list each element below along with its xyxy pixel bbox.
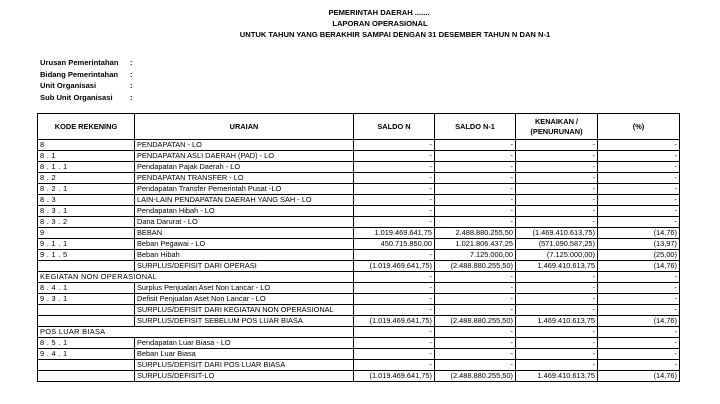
table-row <box>38 316 680 327</box>
cell-saldo-n1: - <box>435 173 516 184</box>
cell-saldo-n: - <box>354 151 435 162</box>
cell-percent: - <box>598 206 680 217</box>
table-row <box>38 305 680 316</box>
cell-saldo-n1: (2.488.880.255,50) <box>435 261 516 272</box>
column-header-saldo-n: SALDO N <box>354 114 435 140</box>
cell-uraian: PENDAPATAN - LO <box>135 140 354 151</box>
table-row <box>38 349 680 360</box>
table-row <box>38 239 680 250</box>
cell-uraian: Beban Luar Biasa <box>135 349 354 360</box>
operational-report-table <box>37 113 680 382</box>
cell-kenaikan: - <box>516 195 598 206</box>
cell-kode: 8 <box>38 140 135 151</box>
cell-saldo-n: - <box>354 349 435 360</box>
cell-percent: - <box>598 140 680 151</box>
meta-subunit <box>40 92 140 104</box>
meta-colon: : <box>130 69 133 79</box>
cell-uraian: Pendapatan Pajak Daerah - LO <box>135 162 354 173</box>
cell-saldo-n: (1.019.469.641,75) <box>354 371 435 382</box>
cell-uraian: Dana Darurat - LO <box>135 217 354 228</box>
cell-saldo-n1: - <box>435 217 516 228</box>
cell-uraian: SURPLUS/DEFISIT DARI POS LUAR BIASA <box>135 360 354 371</box>
table-row <box>38 195 680 206</box>
cell-uraian: SURPLUS/DEFISIT DARI OPERASI <box>135 261 354 272</box>
cell-saldo-n1: - <box>435 206 516 217</box>
cell-saldo-n1: - <box>435 162 516 173</box>
report-title: LAPORAN OPERASIONAL <box>332 19 428 28</box>
cell-saldo-n1: 7.125.000,00 <box>435 250 516 261</box>
cell-percent: (14,76) <box>598 371 680 382</box>
cell-uraian: Beban Pegawai - LO <box>135 239 354 250</box>
cell-percent: - <box>598 217 680 228</box>
cell-percent: - <box>598 162 680 173</box>
cell-uraian: PENDAPATAN TRANSFER - LO <box>135 173 354 184</box>
cell-kenaikan: - <box>516 140 598 151</box>
cell-percent: (14,76) <box>598 261 680 272</box>
table-row <box>38 173 680 184</box>
cell-percent: - <box>598 184 680 195</box>
report-header <box>0 7 720 40</box>
cell-uraian: Pendapatan Hibah - LO <box>135 206 354 217</box>
table-row <box>38 217 680 228</box>
cell-saldo-n: - <box>354 217 435 228</box>
meta-colon: : <box>130 92 133 102</box>
cell-saldo-n1: 1.021.806.437,25 <box>435 239 516 250</box>
cell-saldo-n1: (2.488.880.255,50) <box>435 371 516 382</box>
cell-kenaikan: - <box>516 338 598 349</box>
cell-percent: - <box>598 294 680 305</box>
cell-kode: 9 . 4 . 1 <box>38 349 135 360</box>
cell-saldo-n: - <box>354 327 435 338</box>
cell-kode: 9 <box>38 228 135 239</box>
cell-kenaikan: 1.469.410.613,75 <box>516 371 598 382</box>
cell-kode: 9 . 3 . 1 <box>38 294 135 305</box>
meta-colon: : <box>130 58 133 67</box>
column-header-kenaikan-label: KENAIKAN / (PENURUNAN) <box>530 116 583 136</box>
cell-kode: 8 . 5 . 1 <box>38 338 135 349</box>
section-row <box>38 327 680 338</box>
table-row <box>38 261 680 272</box>
cell-percent: - <box>598 305 680 316</box>
cell-kode: 8 . 2 . 1 <box>38 184 135 195</box>
cell-saldo-n: - <box>354 206 435 217</box>
cell-kenaikan: - <box>516 162 598 173</box>
cell-kode <box>38 316 135 327</box>
table-row <box>38 206 680 217</box>
cell-kenaikan: 1.469.410.613,75 <box>516 261 598 272</box>
meta-label: Urusan Pemerintahan <box>40 58 119 67</box>
cell-saldo-n1: - <box>435 272 516 283</box>
cell-kenaikan: - <box>516 217 598 228</box>
cell-kenaikan: 1.469.410.613,75 <box>516 316 598 327</box>
cell-kenaikan: - <box>516 294 598 305</box>
cell-uraian: SURPLUS/DEFISIT DARI KEGIATAN NON OPERASIONAL <box>135 305 354 316</box>
table-row <box>38 228 680 239</box>
cell-kode: 8 . 1 <box>38 151 135 162</box>
cell-saldo-n: - <box>354 338 435 349</box>
cell-uraian: Defisit Penjualan Aset Non Lancar - LO <box>135 294 354 305</box>
table-row <box>38 360 680 371</box>
cell-kode <box>38 360 135 371</box>
cell-percent: - <box>598 195 680 206</box>
cell-uraian: PENDAPATAN ASLI DAERAH (PAD) - LO <box>135 151 354 162</box>
cell-saldo-n1: - <box>435 338 516 349</box>
cell-kode: 8 . 2 <box>38 173 135 184</box>
cell-kenaikan: (7.125.000,00) <box>516 250 598 261</box>
meta-unit <box>40 80 140 92</box>
cell-uraian: Pendapatan Transfer Pemerintah Pusat -LO <box>135 184 354 195</box>
meta-urusan <box>40 57 140 69</box>
section-row <box>38 272 680 283</box>
meta-label: Sub Unit Organisasi <box>40 92 113 102</box>
cell-kenaikan: - <box>516 305 598 316</box>
table-header-row <box>38 114 680 140</box>
cell-uraian: SURPLUS/DEFISIT-LO <box>135 371 354 382</box>
government-name: PEMERINTAH DAERAH ....... <box>328 8 430 17</box>
cell-saldo-n: - <box>354 195 435 206</box>
cell-kenaikan: - <box>516 272 598 283</box>
table-row <box>38 283 680 294</box>
cell-saldo-n1: - <box>435 360 516 371</box>
cell-kenaikan: - <box>516 173 598 184</box>
cell-percent: - <box>598 283 680 294</box>
column-header-kode: KODE REKENING <box>38 114 135 140</box>
cell-saldo-n: - <box>354 294 435 305</box>
cell-saldo-n: - <box>354 162 435 173</box>
cell-saldo-n: (1.019.469.641,75) <box>354 316 435 327</box>
cell-kode: 9 . 1 . 5 <box>38 250 135 261</box>
cell-saldo-n1: - <box>435 349 516 360</box>
meta-label: Unit Organisasi <box>40 81 97 90</box>
cell-uraian: Surplus Penjualan Aset Non Lancar - LO <box>135 283 354 294</box>
cell-saldo-n: - <box>354 360 435 371</box>
table-body <box>38 140 680 382</box>
cell-saldo-n: - <box>354 140 435 151</box>
table-row <box>38 338 680 349</box>
cell-saldo-n1: - <box>435 327 516 338</box>
cell-saldo-n: - <box>354 173 435 184</box>
cell-kenaikan: (571.090.587,25) <box>516 239 598 250</box>
cell-kode <box>38 305 135 316</box>
column-header-saldo-n1: SALDO N-1 <box>435 114 516 140</box>
table-row <box>38 151 680 162</box>
cell-saldo-n1: - <box>435 195 516 206</box>
cell-saldo-n: - <box>354 184 435 195</box>
cell-kenaikan: (1.469.410.613,75) <box>516 228 598 239</box>
cell-kode: 8 . 4 . 1 <box>38 283 135 294</box>
cell-uraian: SURPLUS/DEFISIT SEBELUM POS LUAR BIASA <box>135 316 354 327</box>
table-row <box>38 140 680 151</box>
meta-bidang <box>40 69 140 81</box>
meta-colon: : <box>130 81 133 90</box>
cell-kode <box>38 261 135 272</box>
cell-kode: 8 . 3 . 1 <box>38 206 135 217</box>
cell-kenaikan: - <box>516 283 598 294</box>
cell-kode: 8 . 1 . 1 <box>38 162 135 173</box>
cell-percent: - <box>598 272 680 283</box>
cell-kenaikan: - <box>516 327 598 338</box>
cell-saldo-n: - <box>354 283 435 294</box>
cell-percent: (13,97) <box>598 239 680 250</box>
table-row <box>38 250 680 261</box>
table-row <box>38 162 680 173</box>
cell-percent: - <box>598 327 680 338</box>
organization-info <box>40 57 140 103</box>
meta-label: Bidang Pemerintahan <box>40 69 119 79</box>
table-row <box>38 371 680 382</box>
cell-kenaikan: - <box>516 206 598 217</box>
cell-percent: (14,76) <box>598 228 680 239</box>
cell-kenaikan: - <box>516 151 598 162</box>
cell-kenaikan: - <box>516 184 598 195</box>
column-header-percent: (%) <box>598 114 680 140</box>
cell-saldo-n1: 2.488.880.255,50 <box>435 228 516 239</box>
column-header-kenaikan <box>516 114 598 140</box>
cell-kode <box>38 371 135 382</box>
cell-saldo-n: 1.019.469.641,75 <box>354 228 435 239</box>
cell-saldo-n: (1.019.469.641,75) <box>354 261 435 272</box>
cell-saldo-n: 450.715.850,00 <box>354 239 435 250</box>
cell-percent: (14,76) <box>598 316 680 327</box>
cell-uraian: Pendapatan Luar Biasa - LO <box>135 338 354 349</box>
table-row <box>38 184 680 195</box>
cell-percent: - <box>598 173 680 184</box>
cell-kode: 9 . 1 . 1 <box>38 239 135 250</box>
section-label: POS LUAR BIASA <box>38 327 354 338</box>
cell-saldo-n1: - <box>435 184 516 195</box>
cell-saldo-n: - <box>354 272 435 283</box>
cell-percent: - <box>598 360 680 371</box>
cell-saldo-n1: - <box>435 151 516 162</box>
table-row <box>38 294 680 305</box>
report-period: UNTUK TAHUN YANG BERAKHIR SAMPAI DENGAN 31 DESEMBER TAHUN N DAN N-1 <box>239 30 551 39</box>
cell-saldo-n: - <box>354 250 435 261</box>
cell-kode: 8 . 3 <box>38 195 135 206</box>
cell-percent: - <box>598 338 680 349</box>
section-label: KEGIATAN NON OPERASIONAL <box>38 272 354 283</box>
cell-percent: (25,00) <box>598 250 680 261</box>
cell-kenaikan: - <box>516 360 598 371</box>
cell-kode: 8 . 3 . 2 <box>38 217 135 228</box>
cell-saldo-n1: - <box>435 294 516 305</box>
cell-percent: - <box>598 151 680 162</box>
cell-saldo-n1: - <box>435 305 516 316</box>
cell-saldo-n: - <box>354 305 435 316</box>
column-header-uraian: URAIAN <box>135 114 354 140</box>
cell-percent: - <box>598 349 680 360</box>
cell-uraian: LAIN-LAIN PENDAPATAN DAERAH YANG SAH - LO <box>135 195 354 206</box>
cell-saldo-n1: (2.488.880.255,50) <box>435 316 516 327</box>
cell-uraian: BEBAN <box>135 228 354 239</box>
cell-saldo-n1: - <box>435 140 516 151</box>
cell-uraian: Beban Hibah <box>135 250 354 261</box>
cell-kenaikan: - <box>516 349 598 360</box>
cell-saldo-n1: - <box>435 283 516 294</box>
